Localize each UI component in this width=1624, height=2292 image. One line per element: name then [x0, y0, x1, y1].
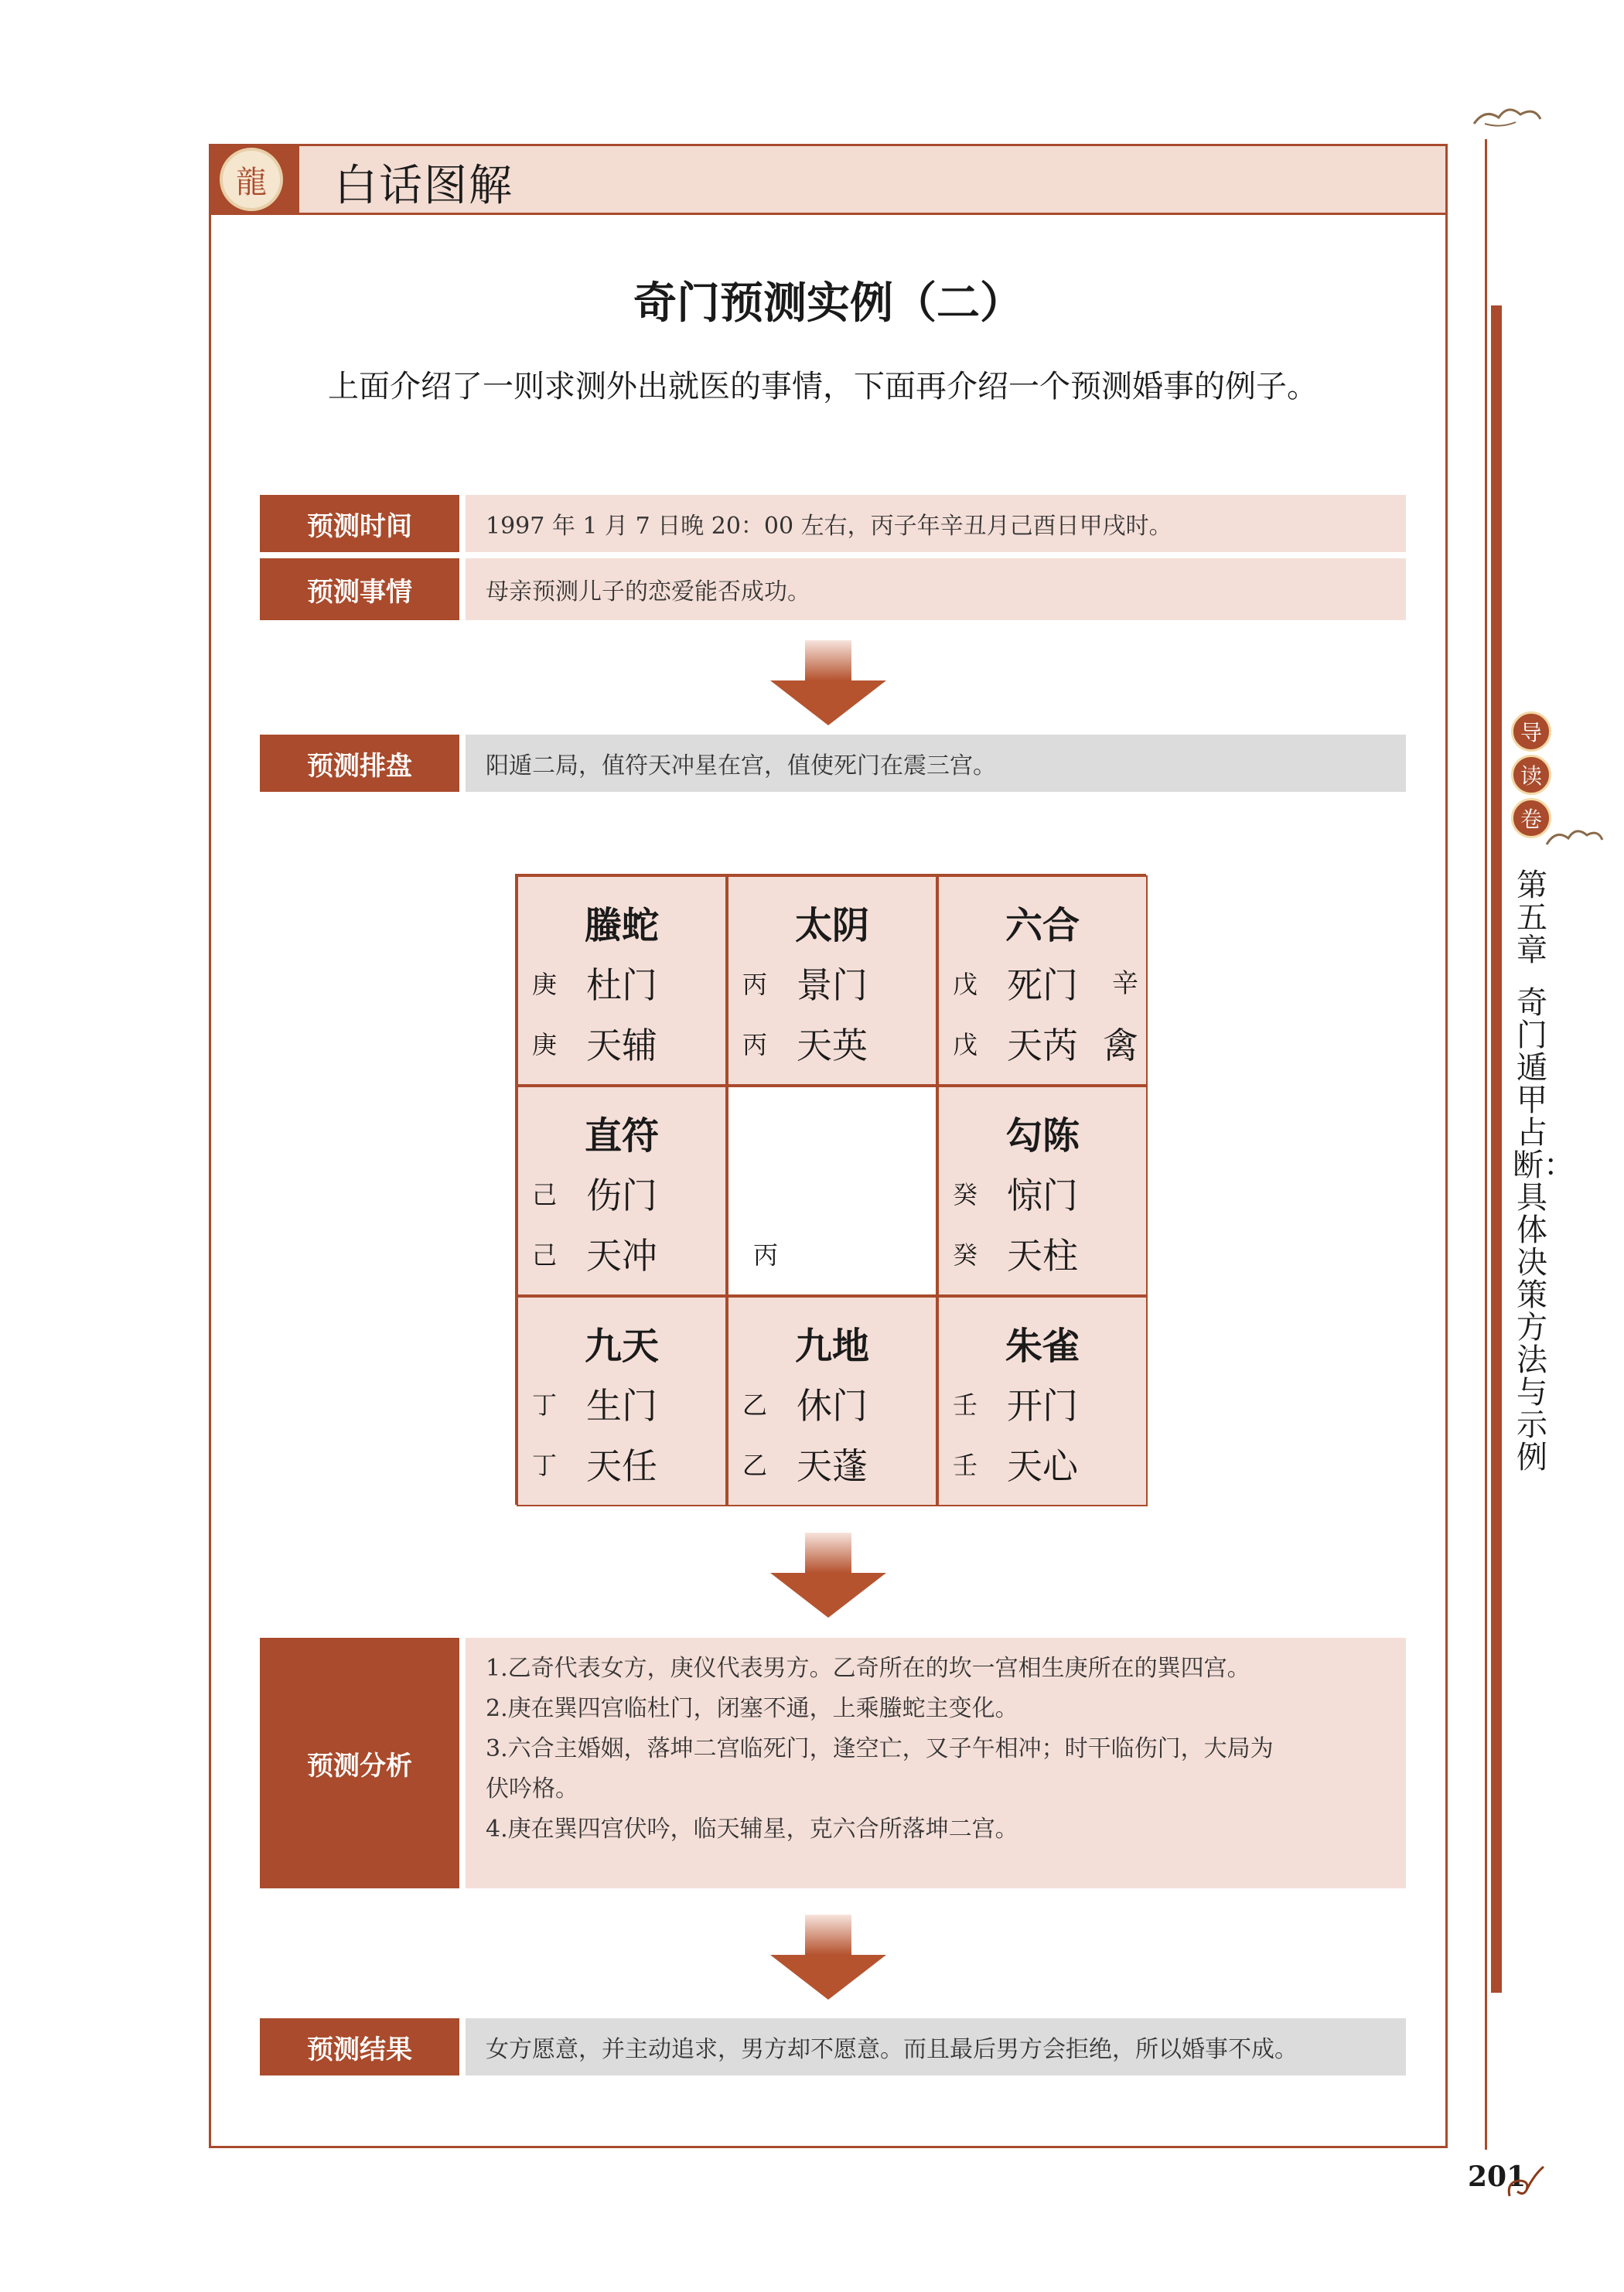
extra-stem: 辛	[1112, 968, 1138, 999]
stem: 壬	[953, 1390, 978, 1420]
cloud-ornament-icon	[1544, 823, 1605, 854]
star-name: 天柱	[1007, 1235, 1078, 1277]
door-name: 景门	[797, 964, 868, 1006]
grid-cell	[937, 1086, 1148, 1296]
stem: 庚	[532, 970, 558, 999]
stem: 庚	[532, 1030, 558, 1059]
stem: 丙	[742, 1030, 768, 1059]
grid-cell	[937, 1296, 1148, 1506]
grid-cell	[517, 1296, 727, 1506]
door-name: 伤门	[586, 1175, 657, 1216]
matter-text: 母亲预测儿子的恋爱能否成功。	[466, 558, 1406, 620]
time-text: 1997 年 1 月 7 日晚 20：00 左右，丙子年辛丑月己酉日甲戌时。	[466, 495, 1406, 552]
deity-name: 太阴	[794, 904, 869, 947]
stem: 戊	[953, 970, 978, 999]
grid-cell	[727, 875, 937, 1086]
door-name: 惊门	[1007, 1175, 1078, 1216]
circle-char: 卷	[1511, 798, 1551, 838]
stem: 己	[532, 1180, 558, 1209]
stem: 戊	[953, 1030, 978, 1059]
stem: 丁	[532, 1451, 558, 1480]
extra-star: 禽	[1103, 1025, 1138, 1066]
grid-center-cell	[727, 1086, 937, 1296]
stem: 己	[532, 1240, 558, 1270]
qimen-chart-grid	[515, 874, 1146, 1505]
analysis-text	[466, 1638, 1406, 1888]
chapter-title: 奇门遁甲占断：具体决策方法与示例	[1513, 985, 1575, 1475]
side-bar	[1491, 305, 1502, 1993]
down-arrow-icon	[770, 1915, 886, 2000]
star-name: 天芮	[1007, 1025, 1078, 1066]
door-name: 生门	[586, 1385, 657, 1427]
deity-name: 六合	[1005, 904, 1080, 947]
analysis-line: 4.庚在巽四宫伏吟，临天辅星，克六合所落坤二宫。	[486, 1816, 1018, 1843]
analysis-line: 伏吟格。	[486, 1775, 578, 1803]
deity-name: 螣蛇	[584, 904, 659, 947]
door-name: 死门	[1007, 964, 1078, 1006]
intro-text: 上面介绍了一则求测外出就医的事情，下面再介绍一个预测婚事的例子。	[328, 369, 1318, 404]
stem: 乙	[742, 1451, 768, 1480]
stem: 丁	[532, 1390, 558, 1420]
center-stem: 丙	[753, 1240, 779, 1270]
analysis-line: 1.乙奇代表女方，庚仪代表男方。乙奇所在的坎一宫相生庚所在的巽四宫。	[486, 1655, 1250, 1682]
door-name: 开门	[1007, 1385, 1078, 1427]
grid-cell	[727, 1296, 937, 1506]
deity-name: 九天	[584, 1325, 659, 1368]
deity-name: 勾陈	[1005, 1114, 1080, 1158]
door-name: 杜门	[586, 964, 657, 1006]
down-arrow-icon	[770, 640, 886, 725]
stem: 癸	[953, 1180, 978, 1209]
circle-char: 导	[1511, 711, 1551, 752]
analysis-line: 3.六合主婚姻，落坤二宫临死门，逢空亡，又子午相冲；时干临伤门，大局为	[486, 1735, 1274, 1762]
page-number: 201	[1468, 2161, 1527, 2193]
stem: 丙	[742, 970, 768, 999]
deity-name: 朱雀	[1005, 1325, 1080, 1368]
star-name: 天辅	[586, 1025, 657, 1066]
stem: 癸	[953, 1240, 978, 1270]
grid-cell	[937, 875, 1148, 1086]
result-label: 预测结果	[260, 2018, 459, 2075]
deity-name: 直符	[584, 1114, 659, 1158]
dragon-emblem-icon: 龍	[220, 148, 283, 211]
stem: 乙	[742, 1390, 768, 1420]
chart-text: 阳遁二局，值符天冲星在宫，值使死门在震三宫。	[466, 735, 1406, 792]
star-name: 天英	[797, 1025, 868, 1066]
cloud-ornament-icon	[1469, 101, 1544, 131]
down-arrow-icon	[770, 1533, 886, 1618]
side-rule	[1485, 139, 1487, 2150]
matter-label: 预测事情	[260, 558, 459, 620]
swirl-ornament-icon	[1503, 2159, 1547, 2202]
time-label: 预测时间	[260, 495, 459, 552]
star-name: 天心	[1007, 1445, 1078, 1487]
deity-name: 九地	[794, 1325, 869, 1368]
chart-label: 预测排盘	[260, 735, 459, 792]
star-name: 天冲	[586, 1235, 657, 1277]
header-title: 白话图解	[334, 161, 513, 211]
analysis-label: 预测分析	[260, 1638, 459, 1888]
circle-char: 读	[1511, 755, 1551, 795]
result-text: 女方愿意，并主动追求，男方却不愿意。而且最后男方会拒绝，所以婚事不成。	[466, 2018, 1406, 2075]
side-chapter-text	[1513, 868, 1575, 1475]
grid-cell	[517, 875, 727, 1086]
grid-cell	[517, 1086, 727, 1296]
chapter-number: 第五章	[1517, 868, 1547, 968]
star-name: 天蓬	[797, 1445, 868, 1487]
page-title: 奇门预测实例（二）	[633, 278, 1023, 329]
stem: 壬	[953, 1451, 978, 1480]
analysis-line: 2.庚在巽四宫临杜门，闭塞不通，上乘螣蛇主变化。	[486, 1695, 1018, 1722]
star-name: 天任	[586, 1445, 657, 1487]
door-name: 休门	[797, 1385, 868, 1427]
